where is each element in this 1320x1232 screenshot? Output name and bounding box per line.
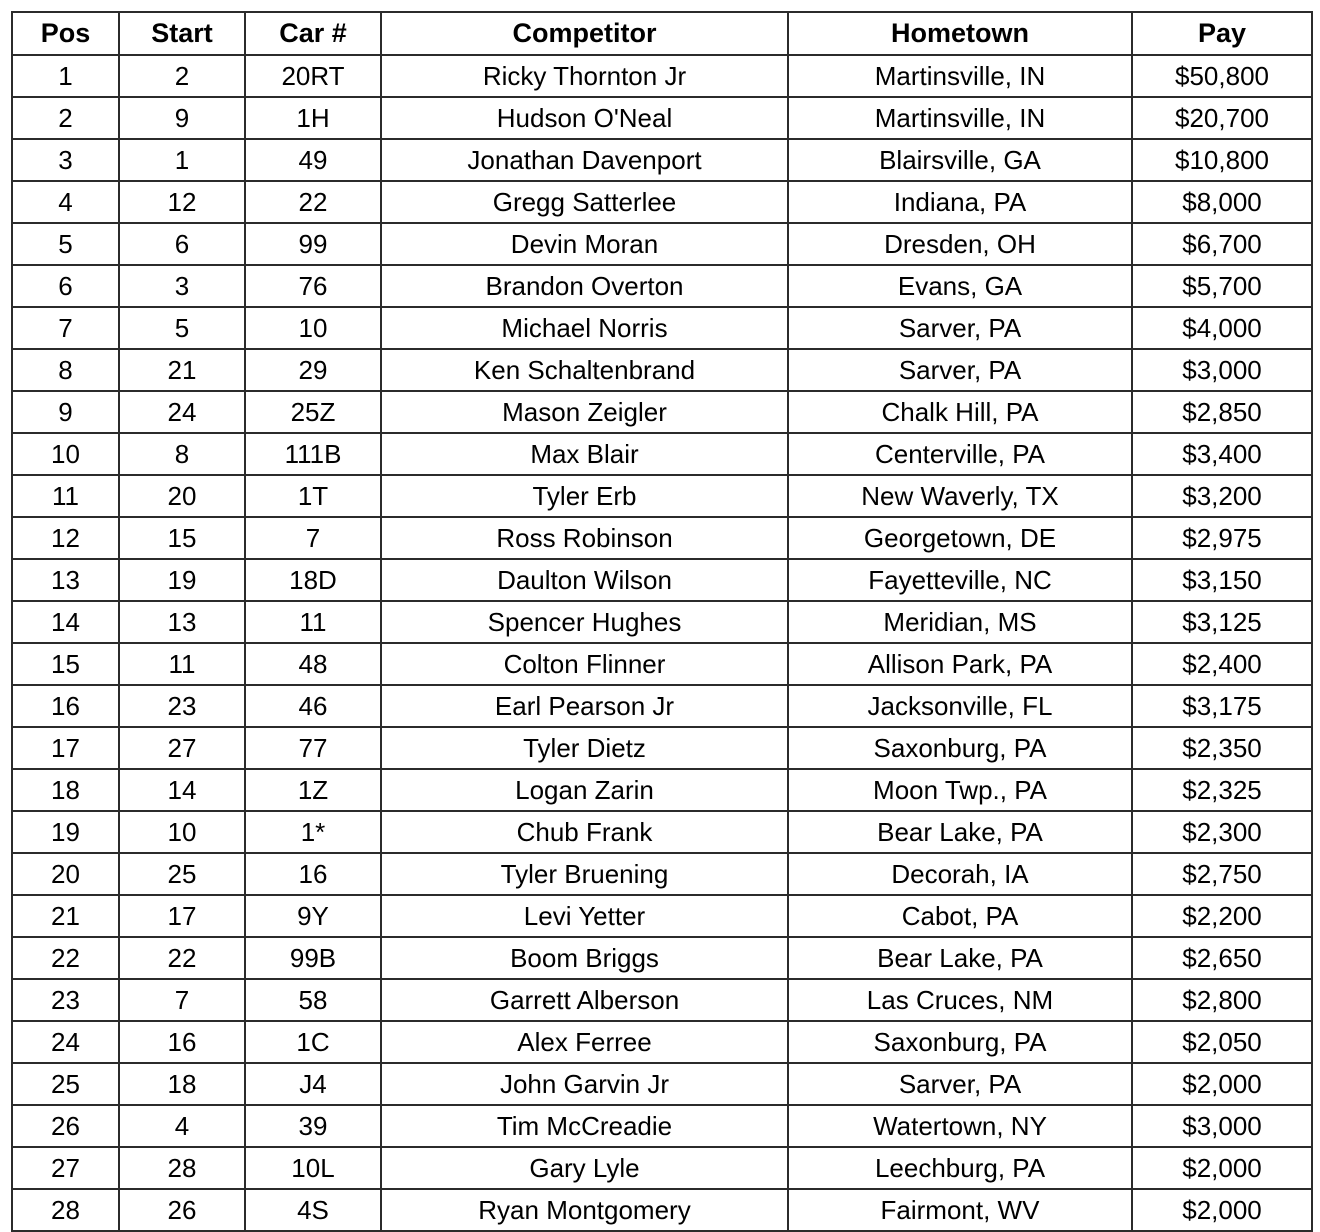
cell-hometown: Moon Twp., PA xyxy=(788,769,1132,811)
cell-competitor: Earl Pearson Jr xyxy=(381,685,788,727)
cell-start: 18 xyxy=(119,1063,245,1105)
table-row xyxy=(12,139,1312,181)
cell-hometown: Bear Lake, PA xyxy=(788,811,1132,853)
table-row xyxy=(12,181,1312,223)
cell-car-number: 1* xyxy=(245,811,381,853)
cell-hometown: Meridian, MS xyxy=(788,601,1132,643)
cell-pos: 14 xyxy=(12,601,119,643)
cell-car-number: 49 xyxy=(245,139,381,181)
cell-hometown: Sarver, PA xyxy=(788,1063,1132,1105)
cell-start: 3 xyxy=(119,265,245,307)
header-competitor: Competitor xyxy=(381,12,788,55)
cell-competitor: Garrett Alberson xyxy=(381,979,788,1021)
cell-competitor: Ken Schaltenbrand xyxy=(381,349,788,391)
cell-hometown: Sarver, PA xyxy=(788,349,1132,391)
header-car-number: Car # xyxy=(245,12,381,55)
cell-hometown: Leechburg, PA xyxy=(788,1147,1132,1189)
cell-pay: $20,700 xyxy=(1132,97,1312,139)
cell-hometown: Saxonburg, PA xyxy=(788,727,1132,769)
cell-hometown: Martinsville, IN xyxy=(788,97,1132,139)
cell-hometown: Evans, GA xyxy=(788,265,1132,307)
cell-pay: $50,800 xyxy=(1132,55,1312,97)
cell-pay: $3,175 xyxy=(1132,685,1312,727)
cell-car-number: 10L xyxy=(245,1147,381,1189)
cell-start: 13 xyxy=(119,601,245,643)
cell-start: 1 xyxy=(119,139,245,181)
cell-pay: $2,650 xyxy=(1132,937,1312,979)
cell-start: 2 xyxy=(119,55,245,97)
cell-pay: $5,700 xyxy=(1132,265,1312,307)
cell-hometown: Decorah, IA xyxy=(788,853,1132,895)
cell-pay: $2,325 xyxy=(1132,769,1312,811)
cell-pos: 23 xyxy=(12,979,119,1021)
header-row xyxy=(12,12,1312,55)
cell-competitor: Max Blair xyxy=(381,433,788,475)
table-row xyxy=(12,1147,1312,1189)
cell-start: 17 xyxy=(119,895,245,937)
cell-start: 10 xyxy=(119,811,245,853)
cell-competitor: Levi Yetter xyxy=(381,895,788,937)
cell-start: 15 xyxy=(119,517,245,559)
cell-car-number: 46 xyxy=(245,685,381,727)
table-row xyxy=(12,1063,1312,1105)
cell-pay: $3,200 xyxy=(1132,475,1312,517)
cell-pos: 11 xyxy=(12,475,119,517)
cell-competitor: John Garvin Jr xyxy=(381,1063,788,1105)
table-row xyxy=(12,475,1312,517)
cell-start: 28 xyxy=(119,1147,245,1189)
cell-hometown: Saxonburg, PA xyxy=(788,1021,1132,1063)
cell-car-number: 4S xyxy=(245,1189,381,1231)
cell-car-number: 22 xyxy=(245,181,381,223)
table-row xyxy=(12,1021,1312,1063)
cell-competitor: Daulton Wilson xyxy=(381,559,788,601)
cell-competitor: Alex Ferree xyxy=(381,1021,788,1063)
cell-competitor: Jonathan Davenport xyxy=(381,139,788,181)
cell-pay: $2,750 xyxy=(1132,853,1312,895)
cell-car-number: 77 xyxy=(245,727,381,769)
cell-pay: $2,400 xyxy=(1132,643,1312,685)
cell-pay: $3,150 xyxy=(1132,559,1312,601)
cell-start: 26 xyxy=(119,1189,245,1231)
table-row xyxy=(12,1105,1312,1147)
cell-pos: 19 xyxy=(12,811,119,853)
cell-hometown: New Waverly, TX xyxy=(788,475,1132,517)
cell-pos: 18 xyxy=(12,769,119,811)
table-row xyxy=(12,937,1312,979)
cell-competitor: Ross Robinson xyxy=(381,517,788,559)
cell-pos: 2 xyxy=(12,97,119,139)
cell-pay: $3,400 xyxy=(1132,433,1312,475)
cell-start: 7 xyxy=(119,979,245,1021)
cell-hometown: Indiana, PA xyxy=(788,181,1132,223)
cell-competitor: Hudson O'Neal xyxy=(381,97,788,139)
cell-start: 22 xyxy=(119,937,245,979)
table-row xyxy=(12,853,1312,895)
cell-car-number: 10 xyxy=(245,307,381,349)
cell-car-number: 16 xyxy=(245,853,381,895)
cell-start: 5 xyxy=(119,307,245,349)
cell-pay: $4,000 xyxy=(1132,307,1312,349)
table-row xyxy=(12,391,1312,433)
cell-competitor: Michael Norris xyxy=(381,307,788,349)
cell-pos: 7 xyxy=(12,307,119,349)
table-row xyxy=(12,1189,1312,1231)
cell-start: 6 xyxy=(119,223,245,265)
cell-car-number: J4 xyxy=(245,1063,381,1105)
table-row xyxy=(12,769,1312,811)
table-body xyxy=(12,55,1312,1231)
cell-competitor: Boom Briggs xyxy=(381,937,788,979)
cell-start: 23 xyxy=(119,685,245,727)
cell-start: 20 xyxy=(119,475,245,517)
header-hometown: Hometown xyxy=(788,12,1132,55)
cell-hometown: Las Cruces, NM xyxy=(788,979,1132,1021)
cell-competitor: Ricky Thornton Jr xyxy=(381,55,788,97)
cell-pos: 9 xyxy=(12,391,119,433)
table-row xyxy=(12,811,1312,853)
cell-competitor: Devin Moran xyxy=(381,223,788,265)
table-row xyxy=(12,559,1312,601)
cell-car-number: 7 xyxy=(245,517,381,559)
cell-pos: 21 xyxy=(12,895,119,937)
cell-competitor: Tyler Erb xyxy=(381,475,788,517)
cell-pos: 3 xyxy=(12,139,119,181)
cell-start: 8 xyxy=(119,433,245,475)
header-pos: Pos xyxy=(12,12,119,55)
table-row xyxy=(12,55,1312,97)
cell-pos: 16 xyxy=(12,685,119,727)
cell-pos: 25 xyxy=(12,1063,119,1105)
cell-competitor: Colton Flinner xyxy=(381,643,788,685)
cell-competitor: Spencer Hughes xyxy=(381,601,788,643)
cell-hometown: Fayetteville, NC xyxy=(788,559,1132,601)
cell-pos: 28 xyxy=(12,1189,119,1231)
cell-car-number: 20RT xyxy=(245,55,381,97)
cell-competitor: Tyler Bruening xyxy=(381,853,788,895)
cell-pos: 15 xyxy=(12,643,119,685)
cell-pos: 27 xyxy=(12,1147,119,1189)
cell-hometown: Centerville, PA xyxy=(788,433,1132,475)
cell-start: 14 xyxy=(119,769,245,811)
cell-hometown: Allison Park, PA xyxy=(788,643,1132,685)
cell-car-number: 18D xyxy=(245,559,381,601)
cell-pos: 24 xyxy=(12,1021,119,1063)
cell-hometown: Georgetown, DE xyxy=(788,517,1132,559)
cell-hometown: Bear Lake, PA xyxy=(788,937,1132,979)
cell-competitor: Tim McCreadie xyxy=(381,1105,788,1147)
table-row xyxy=(12,265,1312,307)
cell-competitor: Gregg Satterlee xyxy=(381,181,788,223)
table-row xyxy=(12,517,1312,559)
table-header xyxy=(12,12,1312,55)
cell-pay: $2,050 xyxy=(1132,1021,1312,1063)
cell-pay: $2,000 xyxy=(1132,1189,1312,1231)
cell-pay: $6,700 xyxy=(1132,223,1312,265)
cell-start: 9 xyxy=(119,97,245,139)
cell-hometown: Fairmont, WV xyxy=(788,1189,1132,1231)
cell-pos: 13 xyxy=(12,559,119,601)
header-start: Start xyxy=(119,12,245,55)
table-row xyxy=(12,979,1312,1021)
cell-start: 11 xyxy=(119,643,245,685)
cell-car-number: 99 xyxy=(245,223,381,265)
cell-competitor: Ryan Montgomery xyxy=(381,1189,788,1231)
cell-pay: $10,800 xyxy=(1132,139,1312,181)
cell-hometown: Sarver, PA xyxy=(788,307,1132,349)
cell-pay: $3,000 xyxy=(1132,349,1312,391)
cell-pay: $2,000 xyxy=(1132,1063,1312,1105)
cell-car-number: 111B xyxy=(245,433,381,475)
cell-pos: 22 xyxy=(12,937,119,979)
cell-car-number: 58 xyxy=(245,979,381,1021)
cell-competitor: Brandon Overton xyxy=(381,265,788,307)
cell-pay: $2,850 xyxy=(1132,391,1312,433)
cell-car-number: 1Z xyxy=(245,769,381,811)
table-row xyxy=(12,349,1312,391)
cell-competitor: Gary Lyle xyxy=(381,1147,788,1189)
cell-hometown: Blairsville, GA xyxy=(788,139,1132,181)
cell-car-number: 76 xyxy=(245,265,381,307)
cell-car-number: 29 xyxy=(245,349,381,391)
table-row xyxy=(12,643,1312,685)
cell-car-number: 1H xyxy=(245,97,381,139)
table-row xyxy=(12,685,1312,727)
results-table xyxy=(11,11,1313,1232)
cell-hometown: Chalk Hill, PA xyxy=(788,391,1132,433)
table-row xyxy=(12,601,1312,643)
cell-pay: $2,000 xyxy=(1132,1147,1312,1189)
cell-start: 25 xyxy=(119,853,245,895)
cell-pos: 6 xyxy=(12,265,119,307)
table-row xyxy=(12,433,1312,475)
cell-pay: $2,800 xyxy=(1132,979,1312,1021)
table-row xyxy=(12,727,1312,769)
cell-pos: 17 xyxy=(12,727,119,769)
cell-hometown: Cabot, PA xyxy=(788,895,1132,937)
cell-pos: 20 xyxy=(12,853,119,895)
cell-competitor: Mason Zeigler xyxy=(381,391,788,433)
table-row xyxy=(12,895,1312,937)
cell-car-number: 11 xyxy=(245,601,381,643)
cell-pos: 1 xyxy=(12,55,119,97)
cell-pay: $3,000 xyxy=(1132,1105,1312,1147)
cell-pay: $2,975 xyxy=(1132,517,1312,559)
cell-hometown: Dresden, OH xyxy=(788,223,1132,265)
cell-start: 4 xyxy=(119,1105,245,1147)
table-row xyxy=(12,307,1312,349)
cell-start: 19 xyxy=(119,559,245,601)
table-row xyxy=(12,223,1312,265)
cell-start: 27 xyxy=(119,727,245,769)
cell-pay: $3,125 xyxy=(1132,601,1312,643)
cell-pos: 8 xyxy=(12,349,119,391)
cell-pos: 26 xyxy=(12,1105,119,1147)
cell-car-number: 48 xyxy=(245,643,381,685)
cell-hometown: Martinsville, IN xyxy=(788,55,1132,97)
cell-pay: $2,300 xyxy=(1132,811,1312,853)
cell-car-number: 25Z xyxy=(245,391,381,433)
cell-pos: 10 xyxy=(12,433,119,475)
cell-hometown: Jacksonville, FL xyxy=(788,685,1132,727)
header-pay: Pay xyxy=(1132,12,1312,55)
cell-car-number: 1T xyxy=(245,475,381,517)
cell-pos: 12 xyxy=(12,517,119,559)
cell-pay: $8,000 xyxy=(1132,181,1312,223)
cell-car-number: 39 xyxy=(245,1105,381,1147)
cell-hometown: Watertown, NY xyxy=(788,1105,1132,1147)
cell-start: 16 xyxy=(119,1021,245,1063)
cell-start: 12 xyxy=(119,181,245,223)
cell-pos: 5 xyxy=(12,223,119,265)
cell-competitor: Chub Frank xyxy=(381,811,788,853)
cell-car-number: 1C xyxy=(245,1021,381,1063)
cell-pay: $2,200 xyxy=(1132,895,1312,937)
cell-start: 24 xyxy=(119,391,245,433)
cell-start: 21 xyxy=(119,349,245,391)
cell-competitor: Logan Zarin xyxy=(381,769,788,811)
cell-pos: 4 xyxy=(12,181,119,223)
table-row xyxy=(12,97,1312,139)
cell-car-number: 99B xyxy=(245,937,381,979)
cell-car-number: 9Y xyxy=(245,895,381,937)
cell-pay: $2,350 xyxy=(1132,727,1312,769)
cell-competitor: Tyler Dietz xyxy=(381,727,788,769)
